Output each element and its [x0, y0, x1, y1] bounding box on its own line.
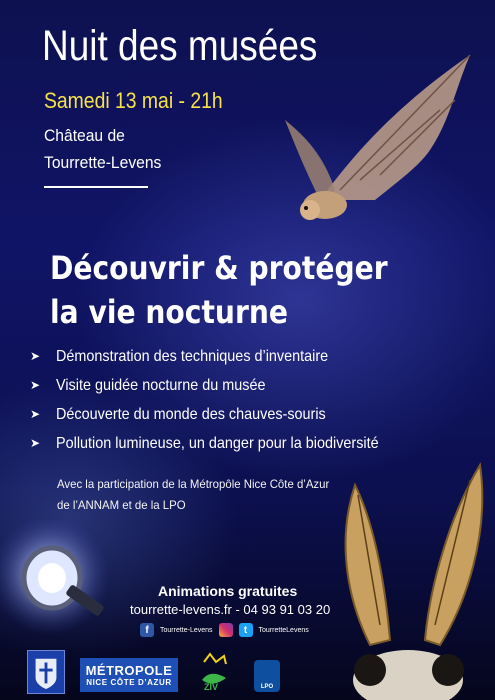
partners-line-2: de l’ANNAM et de la LPO	[57, 498, 186, 512]
poster-title: Nuit des musées	[42, 22, 318, 70]
arrow-bullet-icon: ➤	[30, 407, 41, 421]
event-date: Samedi 13 mai - 21h	[44, 88, 223, 113]
twitter-label[interactable]: TourretteLevens	[258, 626, 309, 634]
arrow-bullet-icon: ➤	[30, 436, 41, 450]
instagram-icon[interactable]	[219, 623, 233, 637]
lpo-logo-label: LPO	[260, 684, 274, 690]
metropole-logo-line-2: NICE CÔTE D’AZUR	[86, 678, 172, 687]
divider	[44, 186, 148, 188]
annam-logo	[198, 652, 232, 692]
venue-line-2: Tourrette-Levens	[44, 153, 162, 172]
event-venue	[44, 122, 161, 176]
social-links	[140, 623, 309, 637]
metropole-logo	[80, 658, 178, 692]
spotlight-illustration	[0, 520, 150, 650]
partners-line-1: Avec la participation de la Métropôle Nice Côte d’Azur	[57, 477, 330, 491]
facebook-label[interactable]: Tourrette-Levens	[160, 626, 213, 634]
moth-illustration	[330, 455, 495, 700]
arrow-bullet-icon: ➤	[30, 378, 41, 392]
contact-link[interactable]: tourrette-levens.fr - 04 93 91 03 20	[130, 602, 331, 617]
list-item: ➤ Découverte du monde des chauves-souris	[30, 400, 414, 429]
svg-text:ZIV: ZIV	[204, 682, 219, 692]
list-item: ➤ Visite guidée nocturne du musée	[30, 371, 414, 400]
twitter-icon[interactable]: t	[239, 623, 253, 637]
headline-line-1: Découvrir & protéger	[50, 249, 388, 287]
bat-illustration	[280, 50, 480, 240]
headline	[50, 246, 388, 334]
arrow-bullet-icon: ➤	[30, 349, 41, 363]
metropole-logo-line-1: MÉTROPOLE	[85, 663, 173, 678]
headline-line-2: la vie nocturne	[50, 293, 288, 331]
lpo-logo	[254, 660, 280, 692]
activity-list	[30, 342, 414, 458]
list-item: ➤ Pollution lumineuse, un danger pour la biodiversité	[30, 429, 414, 458]
partners-text	[57, 474, 329, 516]
facebook-icon[interactable]: f	[140, 623, 154, 637]
venue-line-1: Château de	[44, 126, 125, 145]
free-activities-label: Animations gratuites	[158, 583, 298, 599]
town-crest-logo	[27, 650, 65, 694]
list-item: ➤ Démonstration des techniques d’inventaire	[30, 342, 414, 371]
